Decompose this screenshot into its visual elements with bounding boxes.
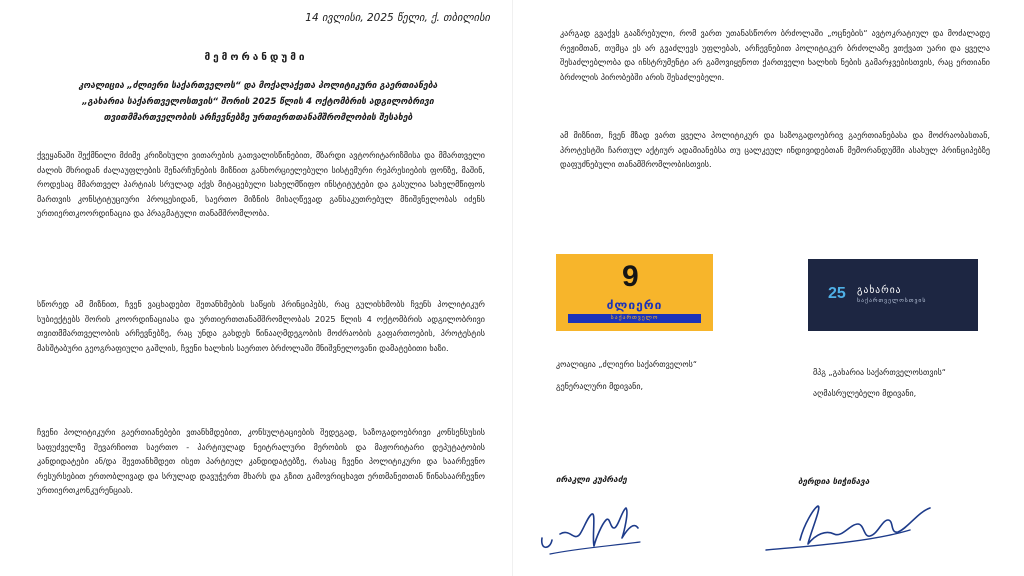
gakharia-logo-number: 25	[828, 285, 846, 302]
document-date: 14 ივლისი, 2025 წელი, ქ. თბილისი	[305, 12, 490, 24]
document-subheading: კოალიცია „ძლიერი საქართველოს“ და მოქალაქეთა პოლიტიკური გაერთიანება „გახარია საქართველოსთვის“ შორის 2025 წლის 4 ოქტომბრის ადგილობრივი თვითმმართველობის არჩევნებზე ურთიერთთანამშრომლობის შესახებ	[78, 81, 438, 123]
paragraph-cooperation: ამ მიზნით, ჩვენ მზად ვართ ყველა პოლიტიკურ და საზოგადოებრივ გაერთიანებასა და მოძრაობასთან, პროტესტში ჩართულ აქტიურ ადამიანებსა თუ ცალკეულ ინდივიდებთან მემორანდუმში ასახულ პრინციპებზე დაფუძნებული თანამშრომლობისთვის.	[560, 130, 990, 170]
paragraph-crisis: ქვეყანაში შექმნილი მძიმე კრიზისული ვითარების გათვალისწინებით, მზარდი ავტორიტარიზმისა და მმართველი ძალის მხრიდან ძალაუფლების შენარჩუნების მიზნით განხორციელებული სისტემური რეპრესიების ფონზე, მაშინ, როდესაც მმართველ პარტიას სრულად აქვს მიტაცებული სახელმწიფო ინსტიტუტები და გასულია სახელმწიფოს მართვის კონსტიტუციური პროცესიდან, საერთო მიზნის მისაღწევად განსაკუთრებულ მნიშვნელობას იძენს ურთიერთკოორდინაცია და პრაგმატული თანამშრომლობა.	[37, 150, 485, 219]
strong-georgia-logo-subtitle: საქართველო	[568, 314, 701, 323]
signatory-left-name: ირაკლი კუპრაძე	[556, 474, 627, 484]
signatory-left-organization: კოალიცია „ძლიერი საქართველოს“	[556, 360, 697, 369]
signature-left	[530, 498, 650, 560]
paragraph-struggle: კარგად გვაქვს გააზრებული, რომ ვართ უთანასწორო ბრძოლაში „ოცნების“ ავტოკრატიულ და მოძალადე რეჟიმთან, თუმცა ეს არ გვაძლევს უფლებას, არჩევნებით პოლიტიკურ ბრძოლაზე ვთქვათ უარი და ყველა შესაძლებლობა და ინსტრუმენტი არ გამოვიყენოთ ქართველი ხალხის ნების გამარჯვებისთვის, რაც ერთიანი ბრძოლის პირობებში არის შესაძლებელი.	[560, 28, 990, 82]
signatory-right-organization: მპგ „გახარია საქართველოსთვის“	[813, 368, 946, 377]
gakharia-logo	[808, 259, 978, 331]
strong-georgia-logo	[556, 254, 713, 331]
strong-georgia-logo-number: 9	[622, 260, 639, 293]
paragraph-candidates: ჩვენი პოლიტიკური გაერთიანებები ვთანხმდებით, კონსულტაციების შედეგად, საზოგადოებრივი კონსენსუსის საფუძველზე შევარჩიოთ საერთო - პარტიულად ნეიტრალური მერობის და მაჟორიტარი დეპუტატობის კანდიდატები ან/და შევთანხმდეთ ისეთ პარტიულ კანდიდატებზე, რასაც ჩვენი პოლიტიკური და საარჩევნო რესურსებით ერთობლივად და სრულად დავუჭერთ მხარს და გზით გამოვრიცხავთ ერთმანეთთან წინასაარჩევნო ურთიერთკონკურენციას.	[37, 427, 485, 496]
signatory-right-name: ბერდია სიჭინავა	[798, 476, 870, 486]
paragraph-principles: სწორედ ამ მიზნით, ჩვენ ვაცხადებთ შეთანხმების საწყის პრინციპებს, რაც გულისხმობს ჩვენს პოლიტიკურ სუბიექტებს შორის კოორდინაციასა და ურთიერთთანამშრომლობას 2025 წლის 4 ოქტომბრის ადგილობრივი თვითმმართველობის არჩევნებზე, რაც უნდა გახდეს წინააღმდეგობის მოძრაობის გაფართოების, პროტესტის მასშტაბური გეოგრაფიული გაშლის, ჩვენი ხალხის საერთო ბრძოლაში მნიშვნელოვანი დამატებითი ხაზი.	[37, 299, 485, 353]
signature-right	[760, 494, 950, 564]
document-heading: მემორანდუმი	[204, 52, 308, 63]
signatory-right-role: აღმასრულებელი მდივანი,	[813, 389, 917, 398]
strong-georgia-logo-name: ძლიერი	[606, 298, 663, 312]
gakharia-logo-subtitle: საქართველოსთვის	[857, 298, 927, 304]
signatory-left-role: გენერალური მდივანი,	[556, 382, 644, 391]
gakharia-logo-name: გახარია	[857, 285, 902, 296]
